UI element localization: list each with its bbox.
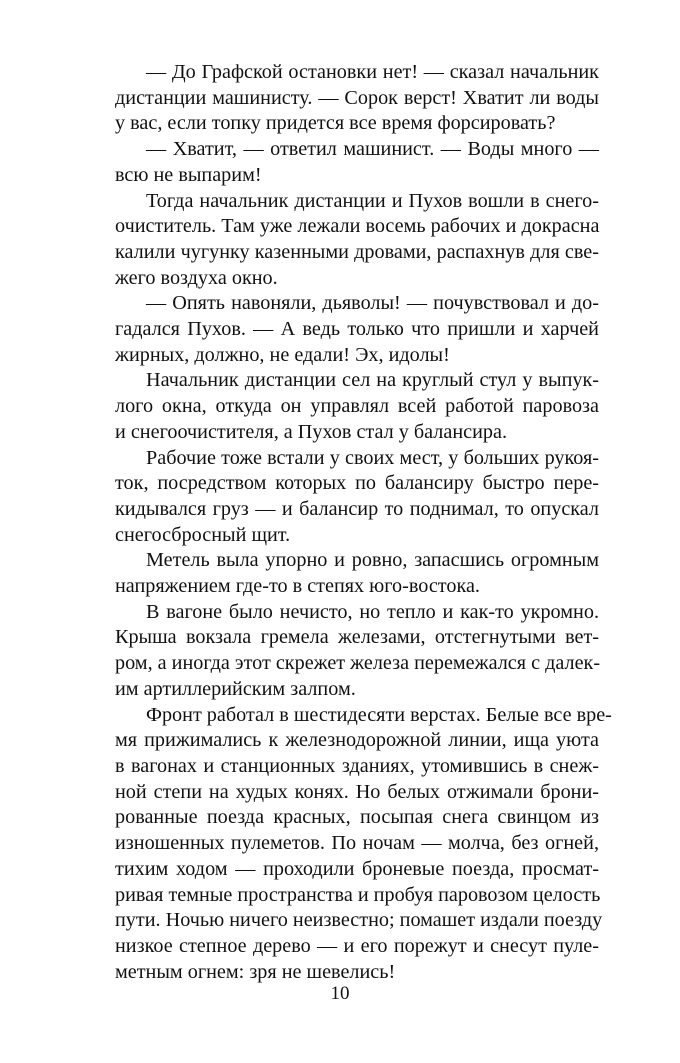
text-line: — До Графской остановки нет! — сказал начальник: [146, 61, 599, 83]
paragraph: [84, 600, 599, 703]
text-line: у вас, если топку придется все время форсировать?: [115, 112, 556, 135]
text-line: напряжением где-то в степях юго-востока.: [115, 575, 480, 598]
text-line: в вагонах и станционных зданиях, утомившись в снеж-: [115, 754, 599, 777]
paragraph: [84, 446, 599, 549]
text-line: Тогда начальник дистанции и Пухов вошли в снего-: [146, 189, 599, 212]
paragraph: [84, 60, 599, 137]
text-line: жирных, должно, не едали! Эх, идолы!: [115, 343, 450, 366]
text-line: ривая темные пространства и пробуя паровозом целость: [115, 883, 601, 906]
page-number: 10: [330, 983, 350, 1004]
text-line: тихим ходом — проходили броневые поезда, просмат-: [115, 857, 599, 880]
paragraph: [84, 548, 599, 599]
paragraph: [84, 368, 599, 445]
text-line: очиститель. Там уже лежали восемь рабочих и докрасна: [115, 215, 600, 238]
text-line: Начальник дистанции сел на круглый стул у выпук-: [146, 369, 599, 392]
text-line: Фронт работал в шестидесяти верстах. Белые все вре-: [146, 703, 612, 726]
text-line: ной степи на худых конях. Но белых отжимали брони-: [115, 780, 599, 803]
text-line: — Опять навоняли, дьяволы! — почувствовал и до-: [146, 292, 599, 315]
text-line: изношенных пулеметов. По ночам — молча, без огней,: [115, 832, 599, 855]
text-line: Метель выла упорно и ровно, запасшись огромным: [146, 549, 599, 572]
text-line: ток, посредством которых по балансиру быстро пере-: [115, 472, 599, 495]
text-line: ром, а иногда этот скрежет железа перемежался с далек-: [115, 652, 601, 675]
text-line: лого окна, откуда он управлял всей работой паровоза: [115, 395, 599, 418]
text-line: рованные поезда красных, посыпая снега свинцом из: [115, 806, 599, 829]
text-line: дистанции машинисту. — Сорок верст! Хватит ли воды: [115, 86, 599, 109]
paragraph: [84, 137, 599, 188]
text-line: калили чугунку казенными дровами, распахнув для све-: [115, 240, 599, 263]
page-text: [84, 60, 612, 985]
text-line: низкое степное дерево — и его порежут и снесут пуле-: [115, 934, 599, 957]
paragraph: [84, 189, 599, 292]
text-line: всю не выпарим!: [115, 163, 262, 186]
text-line: метным огнем: зря не шевелись!: [115, 960, 396, 983]
text-line: им артиллерийским залпом.: [115, 677, 356, 700]
text-line: гадался Пухов. — А ведь только что пришли и харчей: [115, 318, 599, 341]
text-line: — Хватит, — ответил машинист. — Воды много —: [146, 138, 599, 161]
paragraph: [84, 291, 599, 368]
text-line: мя прижимались к железнодорожной линии, ища уюта: [115, 729, 599, 752]
text-line: снегосбросный щит.: [115, 523, 291, 546]
text-line: кидывался груз — и балансир то поднимал, то опускал: [115, 497, 599, 520]
text-line: жего воздуха окно.: [115, 266, 278, 289]
paragraph: [84, 703, 612, 986]
text-line: В вагоне было нечисто, но тепло и как-то укромно.: [146, 600, 599, 623]
text-line: и снегоочистителя, а Пухов стал у балансира.: [115, 420, 508, 443]
text-line: пути. Ночью ничего неизвестно; помашет издали поезду: [115, 909, 603, 932]
text-line: Крыша вокзала гремела железами, отстегнутыми вет-: [115, 626, 599, 649]
text-line: Рабочие тоже встали у своих мест, у больших рукоя-: [146, 446, 599, 469]
